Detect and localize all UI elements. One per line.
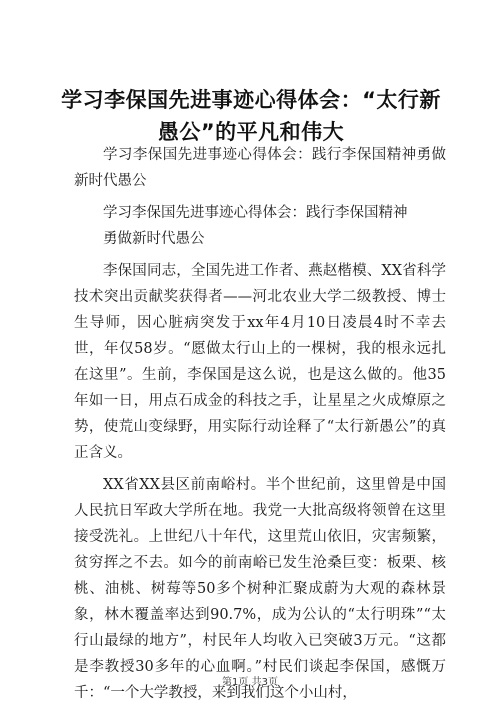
subtitle-line-2: 勇做新时代愚公 — [103, 231, 205, 247]
document-title: 学习李保国先进事迹心得体会：“太行新愚公”的平凡和伟大 — [61, 88, 441, 144]
body-paragraph-2: XX省XX县区前南峪村。半个世纪前，这里曾是中国人民抗日军政大学所在地。我党一大批高级将领曾在这里接受洗礼。上世纪八十年代，这里荒山依旧，灾害频繁，贫穷挥之不去。如今的前南峪已发生沧桑巨变：板栗、核桃、油桃、树莓等50多个树种汇聚成蔚为大观的森林景象，林木覆盖率达到90.7%，成为公认的“太行明珠”“太行山最绿的地方”，村民年人均收入已突破3万元。“这都是李教授30多年的心血啊。”村民们谈起李保国，感慨万千：“一个大学教授，来到我们这个小山村， — [74, 477, 446, 701]
document-body — [74, 142, 446, 712]
page-number: 第1页 共3页 — [222, 677, 278, 688]
subtitle-line-1: 学习李保国先进事迹心得体会：践行李保国精神 — [103, 205, 408, 221]
body-paragraph-1: 李保国同志，全国先进工作者、燕赵楷模、XX省科学技术突出贡献奖获得者——河北农业大学二级教授、博士生导师，因心脏病突发于xx年4月10日凌晨4时不幸去世，年仅58岁。“愿做太行山上的一棵树，我的根永远扎在这里”。生前，李保国是这么说，也是这么做的。他35年如一日，用点石成金的科技之手，让星星之火成燎原之势，使荒山变绿野，用实际行动诠释了“太行新愚公”的真正含义。 — [74, 263, 446, 461]
subtitle-paragraph: 学习李保国先进事迹心得体会：践行李保国精神勇做新时代愚公 — [74, 147, 446, 189]
